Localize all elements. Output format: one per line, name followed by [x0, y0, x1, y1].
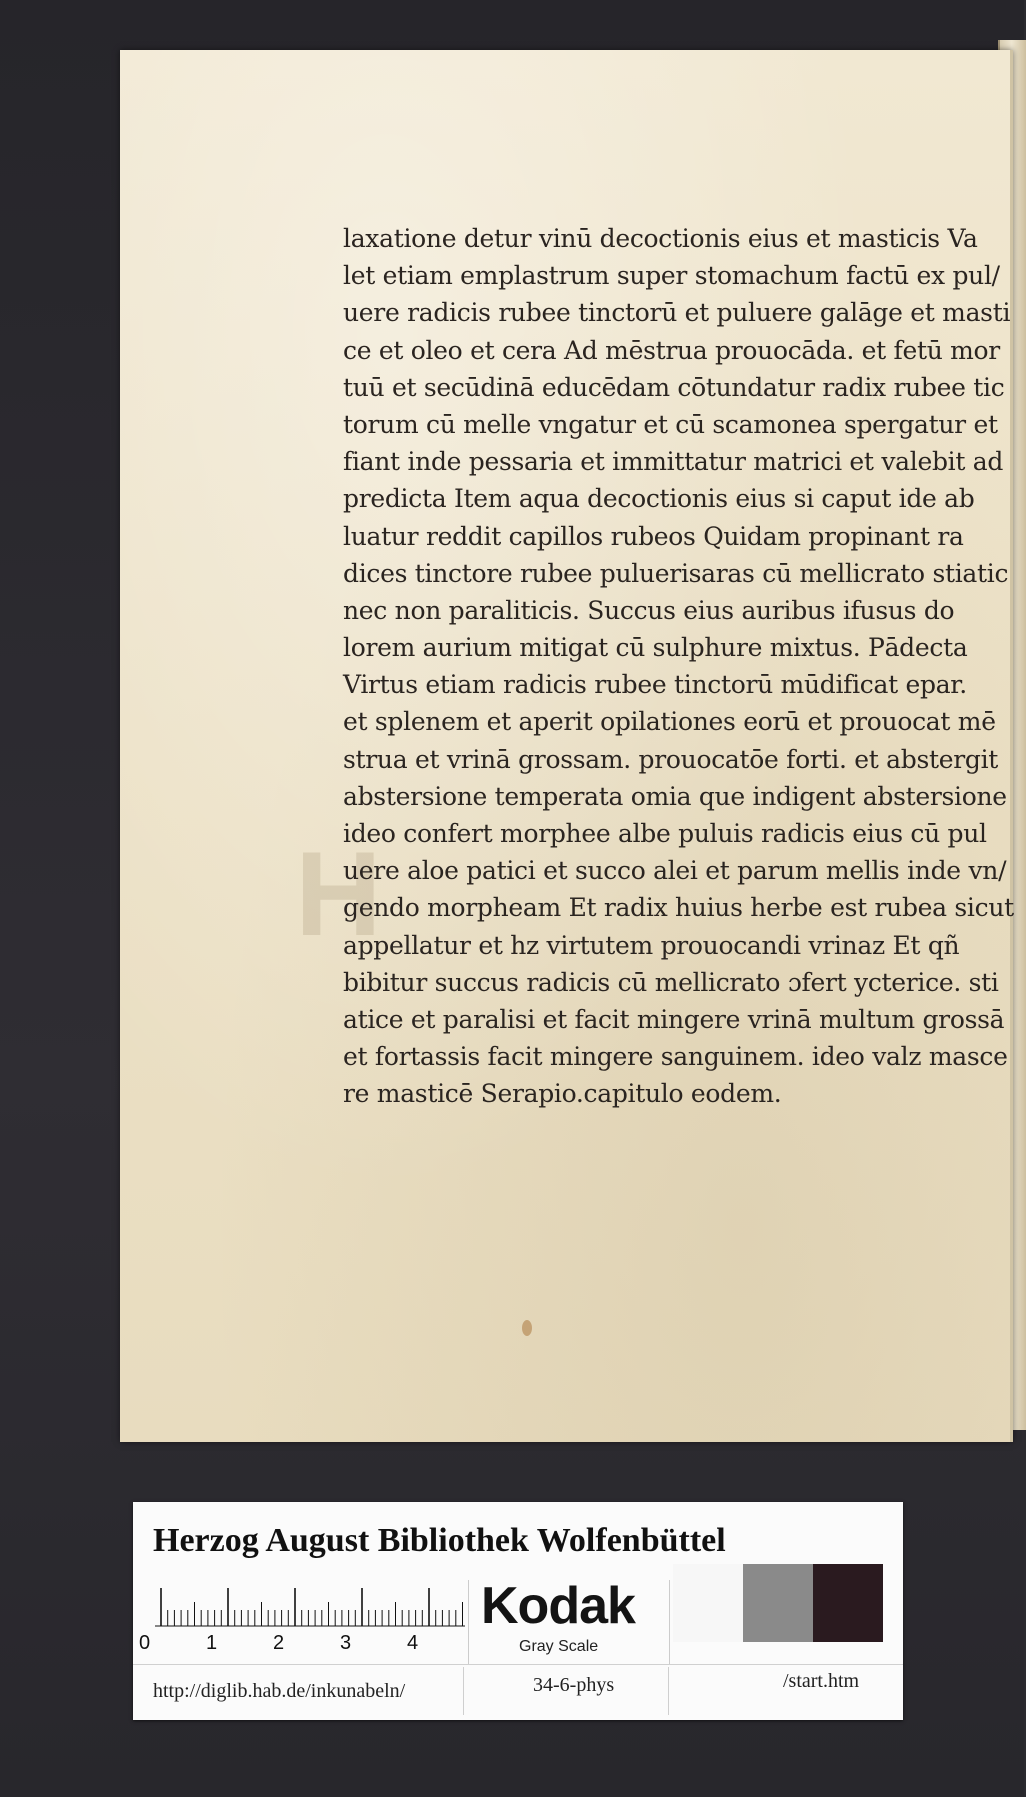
manuscript-line: predicta Item aqua decoctionis eius si caput ide ab [343, 484, 975, 514]
ruler-label-4: 4 [407, 1632, 419, 1654]
ruler-label-2: 2 [273, 1632, 285, 1654]
manuscript-line: et fortassis facit mingere sanguinem. ideo valz masce [343, 1042, 1008, 1072]
watermark-letter: H [295, 827, 382, 961]
strip-divider [133, 1664, 903, 1665]
ruler-scale [155, 1582, 465, 1630]
library-color-strip [133, 1502, 903, 1720]
url-right: /start.htm [783, 1670, 860, 1692]
manuscript-line: dices tinctore rubee puluerisaras cū mellicrato stiatic [343, 558, 1009, 588]
manuscript-line: uere aloe patici et succo alei et parum mellis inde vn/ [343, 856, 1007, 886]
kodak-logo: Kodak [481, 1577, 635, 1635]
manuscript-line: appellatur et hz virtutem prouocandi vrinaz Et qñ [343, 930, 960, 960]
manuscript-line: ideo confert morphee albe puluis radicis eius cū pul [343, 819, 987, 848]
ruler-label-3: 3 [340, 1632, 352, 1654]
library-title: Herzog August Bibliothek Wolfenbüttel [153, 1522, 726, 1559]
manuscript-line: luatur reddit capillos rubeos Quidam propinant ra [343, 521, 964, 551]
kodak-logo-box [468, 1577, 670, 1664]
manuscript-line: tuū et secūdinā educēdam cōtundatur radix rubee tic [343, 372, 1005, 402]
gray-patch [743, 1564, 813, 1642]
strip-separator [463, 1667, 464, 1715]
manuscript-line: lorem aurium mitigat cū sulphure mixtus. Pādecta [343, 633, 968, 663]
ruler-label-0: 0 [139, 1632, 151, 1654]
manuscript-line: bibitur succus radicis cū mellicrato ɔfert ycterice. sti [343, 967, 999, 997]
manuscript-line: laxatione detur vinū decoctionis eius et masticis Va [343, 224, 978, 253]
strip-separator [668, 1667, 669, 1715]
manuscript-line: nec non paraliticis. Succus eius auribus ifusus do [343, 595, 955, 625]
manuscript-line: torum cū melle vngatur et cū scamonea spergatur et [343, 409, 998, 439]
url-mid: 34-6-phys [533, 1674, 615, 1696]
paper-stain [522, 1320, 532, 1336]
manuscript-line: fiant inde pessaria et immittatur matrici et valebit ad [343, 447, 1004, 477]
manuscript-line: re masticē Serapio.capitulo eodem. [343, 1079, 782, 1109]
manuscript-line: Virtus etiam radicis rubee tinctorū mūdificat epar. [343, 670, 967, 700]
dark-patch [813, 1564, 883, 1642]
manuscript-line: strua et vrinā grossam. prouocatōe forti. et abstergit [343, 744, 999, 774]
manuscript-line: abstersione temperata omia que indigent abstersione [343, 781, 1007, 811]
ruler-label-1: 1 [206, 1632, 218, 1654]
manuscript-page [120, 50, 1013, 1442]
gray-scale-label: Gray Scale [519, 1638, 599, 1655]
manuscript-text [343, 220, 1014, 1113]
white-patch [673, 1564, 743, 1642]
manuscript-line: ce et oleo et cera Ad mēstrua prouocāda. et fetū mor [343, 335, 1000, 365]
manuscript-line: gendo morpheam Et radix huius herbe est rubea sicut [343, 893, 1014, 923]
manuscript-line: uere radicis rubee tinctorū et puluere galāge et masti [343, 298, 1011, 328]
manuscript-line: et splenem et aperit opilationes eorū et prouocat mē [343, 707, 996, 737]
ruler-labels [133, 1632, 473, 1656]
url-left: http://diglib.hab.de/inkunabeln/ [153, 1680, 406, 1702]
manuscript-line: atice et paralisi et facit mingere vrinā multum grossā [343, 1004, 1005, 1034]
manuscript-line: let etiam emplastrum super stomachum factū ex pul/ [343, 261, 1000, 291]
